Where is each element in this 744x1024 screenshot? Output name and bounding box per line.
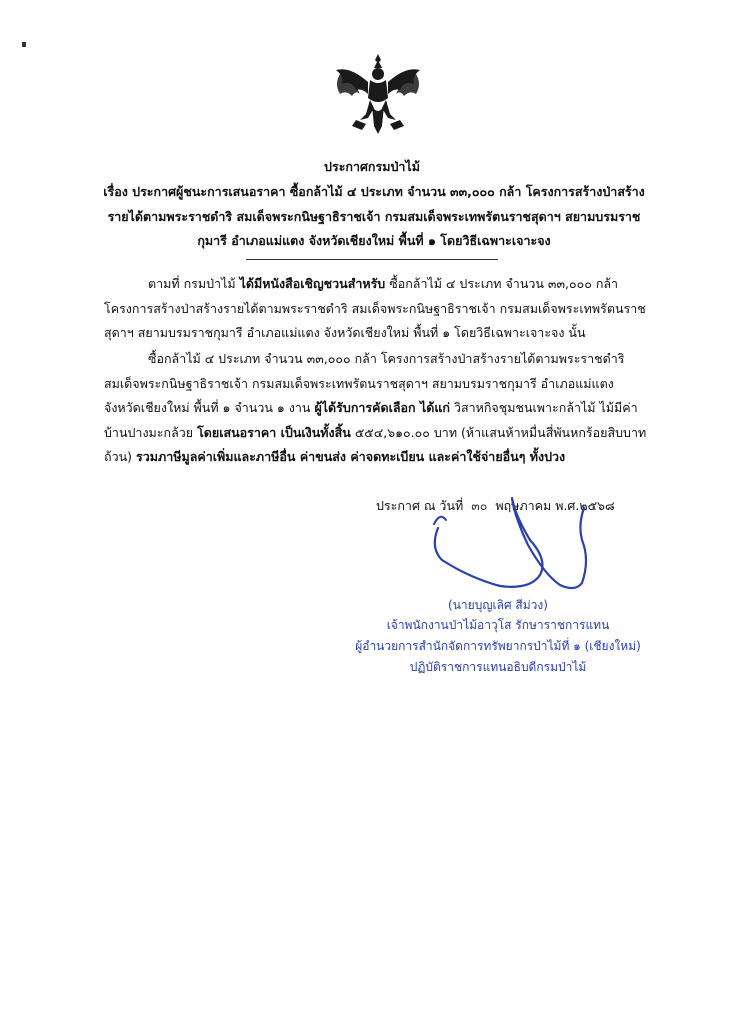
announcement-date [376,496,615,516]
p2-bold-price: โดยเสนอราคา เป็นเงินทั้งสิ้น [197,424,351,440]
body-paragraph-1 [104,272,652,346]
body-paragraph-2 [104,347,652,470]
signatory-position: เจ้าพนักงานป่าไม้อาวุโส รักษาราชการแทน [386,618,610,632]
p1-rest: ซื้อกล้าไม้ ๔ ประเภท จำนวน ๓๓,๐๐๐ กล้า โครงการสร้างป่าสร้างรายได้ตามพระราชดำริ สมเด็จพระกนิษฐาธิราชเจ้า กรมสมเด็จพระเทพรัตนราชสุดาฯ สยามบรมราชกุมารี อำเภอแม่แตง จังหวัดเชียงใหม่ พื้นที่ ๑ โดยวิธีเฉพาะเจาะจง นั้น [104,276,646,340]
date-prefix: ประกาศ ณ วันที่ [376,498,464,513]
p2-lead: ซื้อกล้าไม้ ๔ ประเภท จำนวน ๓๓,๐๐๐ กล้า โครงการสร้างป่าสร้างรายได้ตามพระราชดำริ สมเด็จพระกนิษฐาธิราชเจ้า กรมสมเด็จพระเทพรัตนราชสุดาฯ สยามบรมราชกุมารี อำเภอแม่แตง จังหวัดเชียงใหม่ พื้นที่ ๑ จำนวน ๑ งาน [104,351,625,415]
p2-bold-inclusive: รวมภาษีมูลค่าเพิ่มและภาษีอื่น ค่าขนส่ง ค่าจดทะเบียน และค่าใช้จ่ายอื่นๆ ทั้งปวง [135,449,566,464]
p1-lead: ตามที่ กรมป่าไม้ [148,276,240,291]
p2-vendor: วิสาหกิจชุมชนเพาะกล้าไม้ ไม้มีค่าบ้านปางมะกล้วย [104,400,638,440]
scan-mark [22,42,26,47]
divider-line [246,259,498,260]
p2-amount: ๕๕๔,๖๑๐.๐๐ บาท (ห้าแสนห้าหมื่นสี่พันหกร้อยสิบบาทถ้วน) [104,424,647,464]
signatory-acting: ปฏิบัติราชการแทนอธิบดีกรมป่าไม้ [409,660,587,674]
p1-bold: ได้มีหนังสือเชิญชวนสำหรับ [239,276,386,291]
announcement-subject: เรื่อง ประกาศผู้ชนะการเสนอราคา ซื้อกล้าไม้ ๔ ประเภท จำนวน ๓๓,๐๐๐ กล้า โครงการสร้างป่าสร้างรายได้ตามพระราชดำริ สมเด็จพระกนิษฐาธิราชเจ้า กรมสมเด็จพระเทพรัตนราชสุดาฯ สยามบรมราชกุมารี อำเภอแม่แตง จังหวัดเชียงใหม่ พื้นที่ ๑ โดยวิธีเฉพาะเจาะจง [103,184,645,248]
date-day: ๓๐ [471,498,488,513]
signatory-name: (นายบุญเลิศ สีม่วง) [448,598,548,612]
announcement-title: ประกาศกรมป่าไม้ [324,159,420,174]
garuda-emblem-icon [330,50,426,140]
p2-bold-selected: ผู้ได้รับการคัดเลือก ได้แก่ [314,400,450,415]
date-suffix: พฤษภาคม พ.ศ.๒๕๖๘ [495,498,615,513]
signatory-office: ผู้อำนวยการสำนักจัดการทรัพยากรป่าไม้ที่ ๑ (เชียงใหม่) [355,639,641,653]
